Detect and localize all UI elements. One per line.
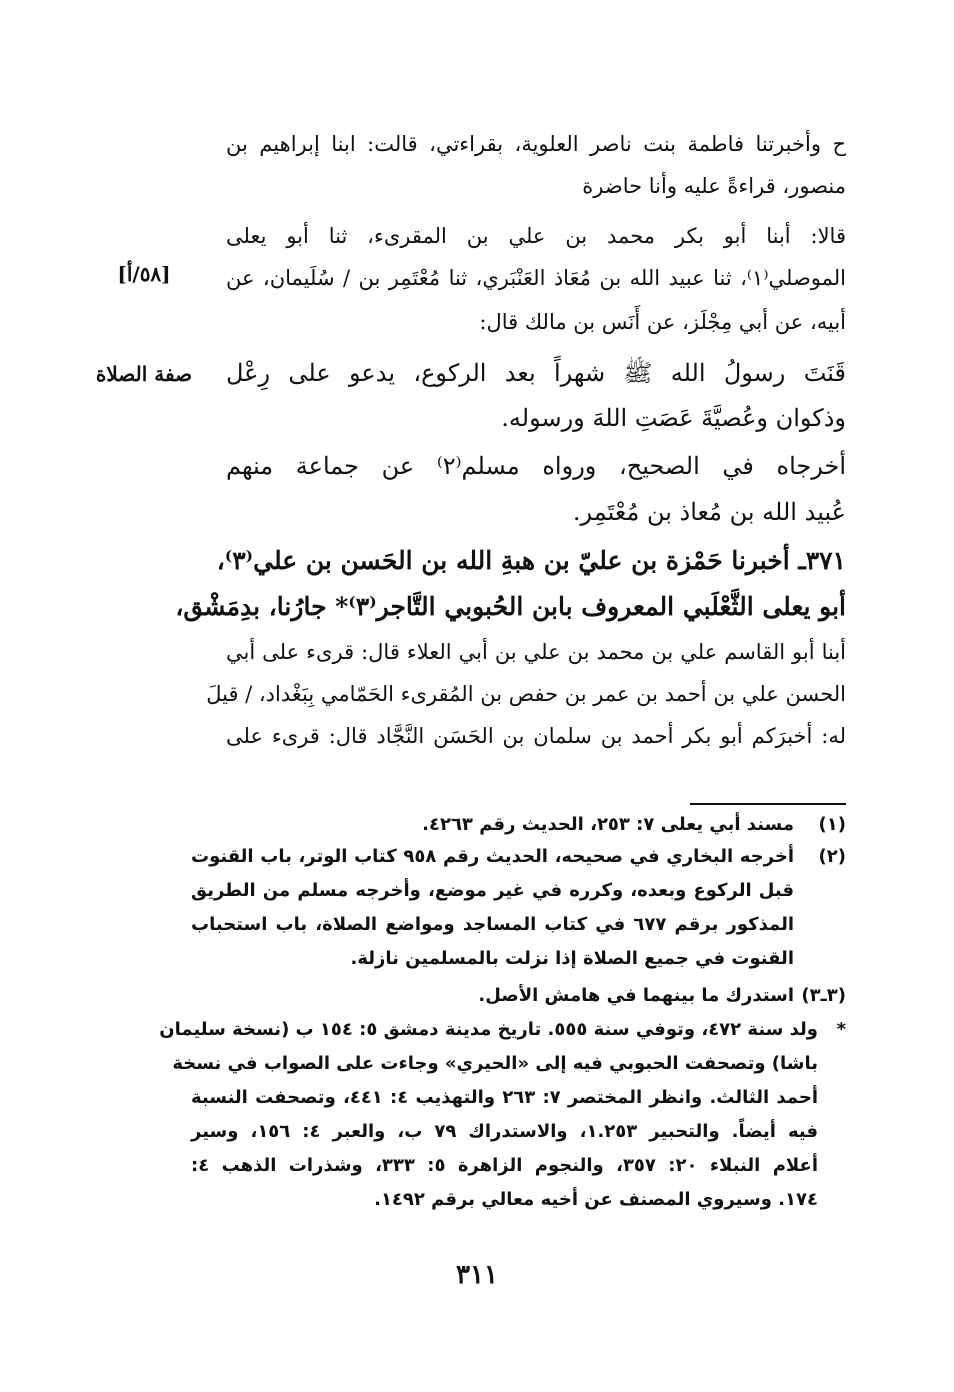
page-number: ٣١١: [456, 1260, 498, 1290]
footnote-text: قبل الركوع وبعده، وكرره في غير موضع، وأخرجه مسلم من الطريق: [191, 880, 794, 901]
margin-section-title: صفة الصلاة: [95, 362, 193, 386]
entry-text-line: له: أخبرَكم أبو بكر أحمد بن سلمان بن الحَسَن النَّجَّاد قال: قرىء على: [226, 724, 846, 748]
footnote-text: ١٧٤. وسيروي المصنف عن أخيه معالي برقم ١٤٩٢.: [374, 1189, 818, 1210]
footnote-3: [191, 985, 846, 1015]
footnote-number: *: [836, 1019, 846, 1040]
entry-text-line: أبنا أبو القاسم علي بن محمد بن علي بن أبي العلاء قال: قرىء على أبي: [226, 640, 846, 664]
footnote-separator: [690, 803, 846, 805]
footnote-text: أعلام النبلاء ٢٠: ٣٥٧، والنجوم الزاهرة ٥: ٣٣٣، وشذرات الذهب ٤:: [191, 1155, 819, 1176]
takhrij-line: عُبيد الله بن مُعاذ بن مُعْتَمِر.: [572, 498, 846, 526]
footnote-text: القنوت في جميع الصلاة إذا نزلت بالمسلمين نازلة.: [350, 948, 794, 969]
footnote-text: ولد سنة ٤٧٢، وتوفي سنة ٥٥٥. تاريخ مدينة دمشق ٥: ١٥٤ ب (نسخة سليمان: [159, 1019, 818, 1040]
entry-heading-line: أبو يعلى الثَّعْلَبي المعروف بابن الحُبوبي التَّاجر⁽٣⁾* جارُنا، بدِمَشْق،: [175, 592, 846, 621]
footnote-text: المذكور برقم ٦٧٧ في كتاب المساجد ومواضع الصلاة، باب استحباب: [191, 914, 794, 935]
footnote-asterisk: [159, 1019, 846, 1229]
footnote-text: أخرجه البخاري في صحيحه، الحديث رقم ٩٥٨ كتاب الوتر، باب القنوت: [191, 846, 794, 867]
footnote-text: باشا) وتصحفت الحبوبي فيه إلى «الحيري» وجاءت على الصواب في نسخة: [172, 1053, 818, 1074]
footnote-text: فيه أيضاً. والتحبير ١.٢٥٣، والاستدراك ٧٩ ب، والعبر ٤: ١٥٦، وسير: [191, 1121, 819, 1142]
hadith-line: وذكوان وعُصيَّةَ عَصَتِ اللهَ ورسوله.: [501, 404, 846, 432]
footnote-number: (٢): [818, 846, 846, 867]
footnote-number: (١): [818, 814, 846, 835]
body-line: منصور، قراءةً عليه وأنا حاضرة: [582, 174, 846, 198]
body-line: ح وأخبرتنا فاطمة بنت ناصر العلوية، بقراءتي، قالت: ابنا إبراهيم بن: [226, 132, 846, 156]
takhrij-line: أخرجاه في الصحيح، ورواه مسلم⁽٢⁾ عن جماعة منهم: [226, 452, 846, 480]
footnote-number: (٣ـ٣): [801, 985, 846, 1006]
body-line: قالا: أبنا أبو بكر محمد بن علي بن المقرىء، ثنا أبو يعلى: [226, 224, 846, 248]
footnote-text: استدرك ما بينهما في هامش الأصل.: [478, 985, 794, 1006]
footnote-text: مسند أبي يعلى ٧: ٢٥٣، الحديث رقم ٤٢٦٣.: [422, 814, 794, 835]
body-line: أبيه، عن أبي مِجْلَز، عن أَنَس بن مالك قال:: [479, 310, 846, 334]
body-line: الموصلي⁽١⁾، ثنا عبيد الله بن مُعَاذ العَنْبَري، ثنا مُعْتَمِر بن / سُلَيمان، عن: [226, 266, 846, 290]
footnote-2: [191, 846, 846, 986]
footnote-1: [191, 814, 846, 844]
footnote-text: أحمد الثالث. وانظر المختصر ٧: ٢٦٣ والتهذيب ٤: ٤٤١، وتصحفت النسبة: [191, 1087, 818, 1108]
entry-text-line: الحسن علي بن أحمد بن عمر بن حفص بن المُقرىء الحَمّامي بِبَغْداد، / قيلَ: [206, 682, 846, 706]
entry-heading-line: ٣٧١ـ أخبرنا حَمْزة بن عليّ بن هبةِ الله بن الحَسن بن علي⁽٣⁾،: [216, 546, 846, 575]
hadith-line: قَنَتَ رسولُ الله ﷺ شهراً بعد الركوع، يدعو على رِعْل: [226, 359, 846, 387]
folio-marker: [٥٨/أ]: [117, 262, 171, 286]
